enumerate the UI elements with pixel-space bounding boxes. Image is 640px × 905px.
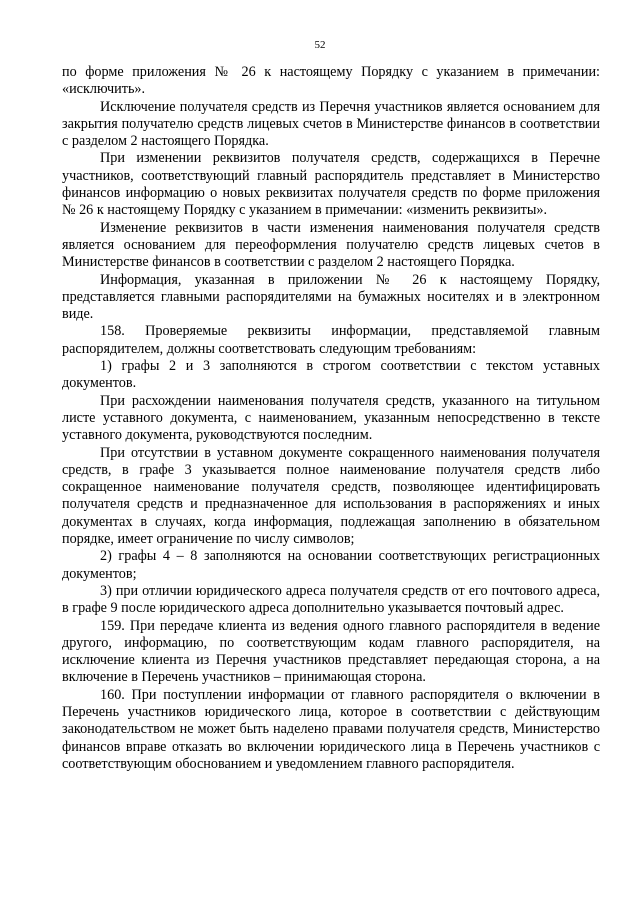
paragraph-exclusion-basis: Исключение получателя средств из Перечня участников является основанием для закрытия получателю средств лицевых счетов в Министерстве финансов в соответствии с разделом 2 настоящего Порядка. bbox=[62, 98, 600, 150]
paragraph-name-discrepancy: При расхождении наименования получателя средств, указанного на титульном листе уставного документа, с наименованием, указанным непосредственно в тексте уставного документа, руководствуются последним. bbox=[62, 392, 600, 444]
paragraph-item-159: 159. При передаче клиента из ведения одного главного распорядителя в ведение другого, информацию, по соответствующим кодам главного распорядителя, на исключение клиента из Перечня участников представляет передающая сторона, а на включение в Перечень участников – принимающая сторона. bbox=[62, 617, 600, 686]
page-number: 52 bbox=[314, 39, 326, 51]
paragraph-requirement-3: 3) при отличии юридического адреса получателя средств от его почтового адреса, в графе 9 после юридического адреса дополнительно указывается почтовый адрес. bbox=[62, 582, 600, 617]
paragraph-requirement-2: 2) графы 4 – 8 заполняются на основании соответствующих регистрационных документов; bbox=[62, 548, 600, 582]
paragraph-short-name: При отсутствии в уставном документе сокращенного наименования получателя средств, в графе 3 указывается полное наименование получателя средств либо сокращенное наименование получателя средств, позволяющее идентифицировать получателя средств и предназначенное для использования в распоряжениях и иных документах в случаях, когда информация, подлежащая заполнению в обязательном порядке, имеет ограничение по числу символов; bbox=[62, 444, 600, 548]
document-body bbox=[62, 64, 600, 773]
paragraph-continuation: по форме приложения № 26 к настоящему Порядку с указанием в примечании: «исключить». bbox=[62, 64, 600, 98]
paragraph-item-160: 160. При поступлении информации от главного распорядителя о включении в Перечень участников юридического лица, которое в соответствии с действующим законодательством не может быть наделено правами получателя средств, Министерство финансов вправе отказать во включении юридического лица в Перечень участников с соответствующим обоснованием и уведомлением главного распорядителя. bbox=[62, 686, 600, 772]
paragraph-requirement-1: 1) графы 2 и 3 заполняются в строгом соответствии с текстом уставных документов. bbox=[62, 358, 600, 392]
paragraph-name-change: Изменение реквизитов в части изменения наименования получателя средств является основанием для переоформления получателю средств лицевых счетов в Министерстве финансов в соответствии с разделом 2 настоящего Порядка. bbox=[62, 219, 600, 271]
paragraph-item-158: 158. Проверяемые реквизиты информации, представляемой главным распорядителем, должны соответствовать следующим требованиям: bbox=[62, 323, 600, 357]
paragraph-change-details: При изменении реквизитов получателя средств, содержащихся в Перечне участников, соответствующий главный распорядитель представляет в Министерство финансов информацию о новых реквизитах получателя средств по форме приложения № 26 к настоящему Порядку с указанием в примечании: «изменить реквизиты». bbox=[62, 150, 600, 219]
paragraph-submission-format: Информация, указанная в приложении № 26 к настоящему Порядку, представляется главными распорядителями на бумажных носителях и в электронном виде. bbox=[62, 271, 600, 323]
